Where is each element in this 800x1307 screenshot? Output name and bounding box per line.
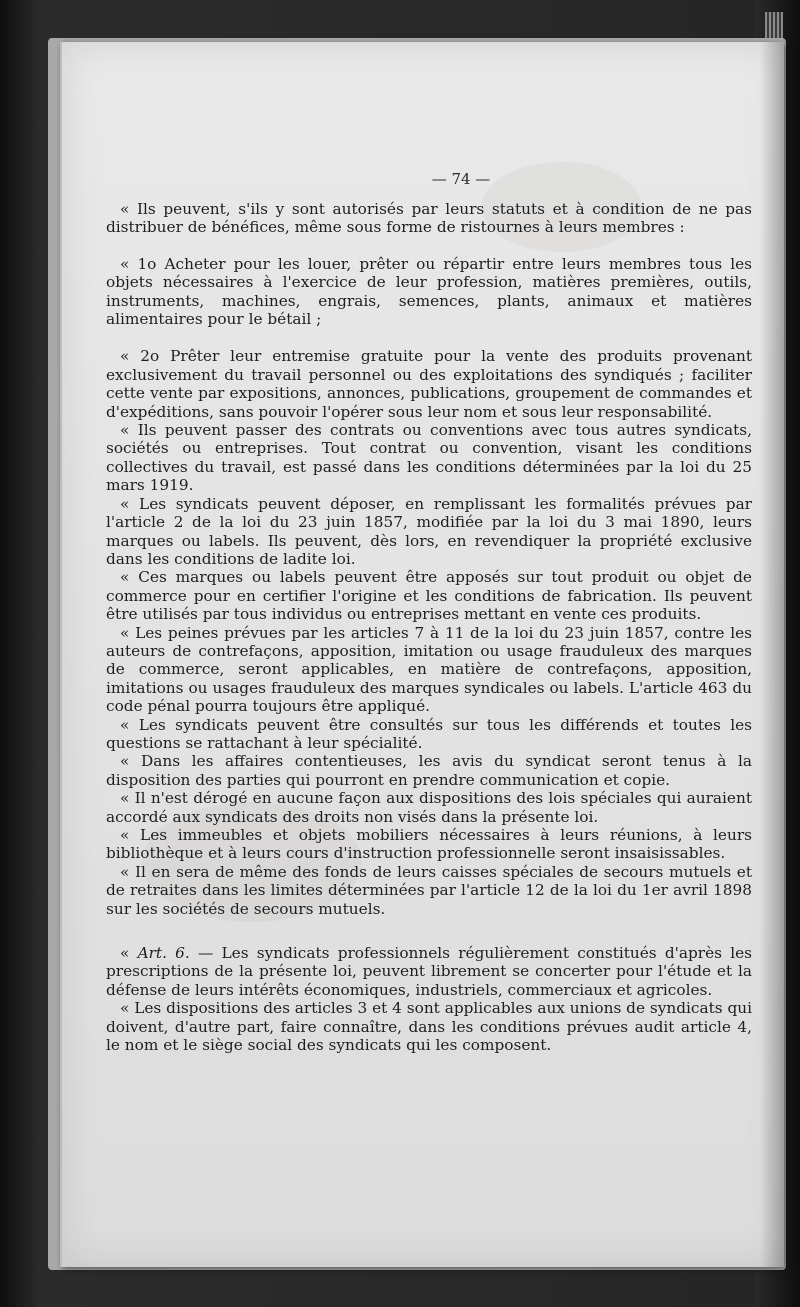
paragraph: « Il en sera de même des fonds de leurs caisses spéciales de secours mutuels et de retraites dans les limites déterminées par l'article 12 de la loi du 1er avril 1898 sur les sociétés de secours mutuels. [106,862,752,918]
paragraph: « Ces marques ou labels peuvent être apposés sur tout produit ou objet de commerce pour en certifier l'origine et les conditions de fabrication. Ils peuvent être utilisés par tous individus ou entreprises mettant en vente ces produits. [106,568,752,624]
paragraph: « Les immeubles et objets mobiliers nécessaires à leurs réunions, à leurs bibliothèque et à leurs cours d'instruction professionnelle seront insaisissables. [106,826,752,863]
paragraph: « Ils peuvent, s'ils y sont autorisés par leurs statuts et à condition de ne pas distribuer de bénéfices, même sous forme de ristournes à leurs membres : [106,200,752,237]
paragraph: « 2o Prêter leur entremise gratuite pour la vente des produits provenant exclusivement du travail personnel ou des exploitations des syndiqués ; faciliter cette vente par expositions, annonces, publications, groupement de commandes et d'expéditions, sans pouvoir l'opérer sous leur nom et sous leur responsabilité. [106,347,752,421]
page-body [106,200,752,1054]
paragraph: « Ils peuvent passer des contrats ou conventions avec tous autres syndicats, sociétés ou entreprises. Tout contrat ou convention, visant les conditions collectives du travail, est passé dans les conditions déterminées par la loi du 25 mars 1919. [106,421,752,495]
paragraph: « Les dispositions des articles 3 et 4 sont applicables aux unions de syndicats qui doivent, d'autre part, faire connaître, dans les conditions prévues audit article 4, le nom et le siège social des syndicats qui les composent. [106,999,752,1055]
paragraph: « Il n'est dérogé en aucune façon aux dispositions des lois spéciales qui auraient accordé aux syndicats des droits non visés dans la présente loi. [106,789,752,826]
paragraph: « Les peines prévues par les articles 7 à 11 de la loi du 23 juin 1857, contre les auteurs de contrefaçons, apposition, imitation ou usage frauduleux des marques de commerce, seront applicables, en matière de contrefaçons, apposition, imitations ou usages frauduleux des marques syndicales ou labels. L'article 463 du code pénal pourra toujours être appliqué. [106,623,752,716]
paragraph: « Les syndicats peuvent déposer, en remplissant les formalités prévues par l'article 2 de la loi du 23 juin 1857, modifiée par la loi du 3 mai 1890, leurs marques ou labels. Ils peuvent, dès lors, en revendiquer la propriété exclusive dans les conditions de ladite loi. [106,494,752,568]
binding-texture [765,12,783,40]
article-heading: Art. 6. [137,944,190,963]
paragraph: « 1o Acheter pour les louer, prêter ou répartir entre leurs membres tous les objets nécessaires à l'exercice de leur profession, matières premières, outils, instruments, machines, engrais, semences, plants, animaux et matières alimentaires pour le bétail ; [106,254,752,329]
page-number: — 74 — [431,170,491,188]
article-text: — Les syndicats professionnels régulièrement constitués d'après les prescriptions de la présente loi, peuvent librement se concerter pour l'étude et la défense de leurs intérêts économiques, industriels, commerciaux et agricoles. [106,944,752,999]
paragraph: « Les syndicats peuvent être consultés sur tous les différends et toutes les questions se rattachant à leur spécialité. [106,715,752,752]
article-6-paragraph [106,944,752,999]
page-spine-shadow [760,42,784,1267]
paragraph: « Dans les affaires contentieuses, les avis du syndicat seront tenus à la disposition des parties qui pourront en prendre communication et copie. [106,752,752,789]
quote-mark: « [120,944,138,963]
